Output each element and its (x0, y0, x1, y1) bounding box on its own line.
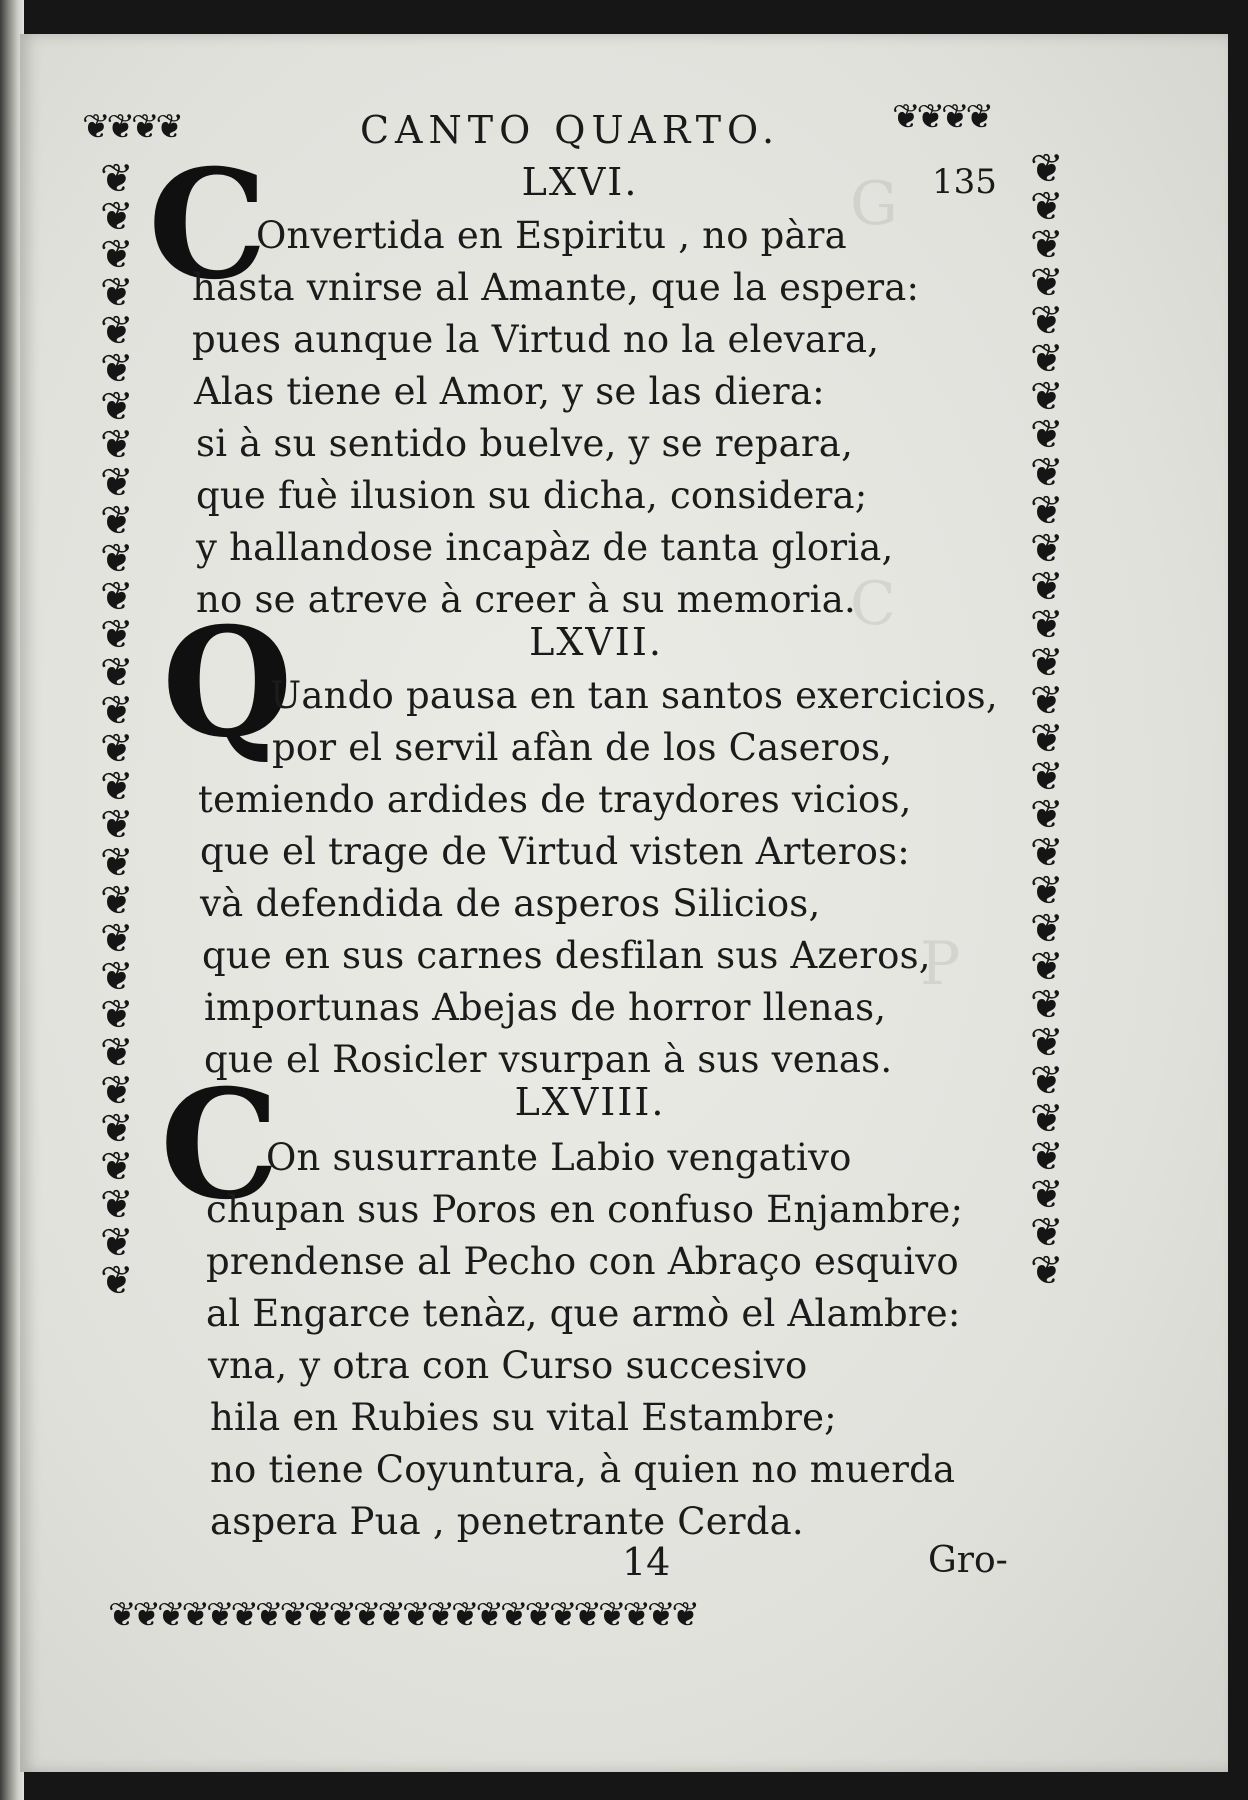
fleuron-icon: ❦ (1030, 488, 1064, 534)
fleuron-icon: ❦ (1030, 1096, 1064, 1142)
verse-line: por el servil afàn de los Caseros, (272, 726, 893, 769)
stanza-number: LXVII. (529, 620, 663, 664)
fleuron-icon: ❦ (155, 107, 184, 147)
fleuron-icon: ❦ (100, 460, 134, 506)
fleuron-icon: ❦ (100, 650, 134, 696)
verse-line: vna, y otra con Curso succesivo (208, 1344, 808, 1387)
show-through-bleed: P (920, 929, 961, 999)
verse-line: pues aunque la Virtud no la elevara, (192, 318, 880, 361)
verse-line: no se atreve à creer à su memoria. (196, 578, 856, 621)
fleuron-icon: ❦ (100, 916, 134, 962)
verse-line: no tiene Coyuntura, à quien no muerda (210, 1448, 956, 1491)
fleuron-icon: ❦ (1030, 678, 1064, 724)
fleuron-icon: ❦ (1030, 222, 1064, 268)
verse-line: que en sus carnes desfilan sus Azeros, (202, 934, 931, 977)
fleuron-icon: ❦ (100, 384, 134, 430)
fleuron-icon: ❦ (573, 1595, 602, 1635)
fleuron-icon: ❦ (100, 1258, 134, 1304)
fleuron-icon: ❦ (1030, 1020, 1064, 1066)
verse-line: temiendo ardides de traydores vicios, (198, 778, 912, 821)
signature-mark: 14 (622, 1540, 671, 1584)
fleuron-icon: ❦ (100, 764, 134, 810)
fleuron-icon: ❦ (1030, 640, 1064, 686)
fleuron-icon: ❦ (1030, 1210, 1064, 1256)
fleuron-icon: ❦ (1030, 982, 1064, 1028)
verse-line: prendense al Pecho con Abraço esquivo (206, 1240, 959, 1283)
fleuron-icon: ❦ (100, 802, 134, 848)
fleuron-icon: ❦ (1030, 184, 1064, 230)
fleuron-icon: ❦ (100, 536, 134, 582)
fleuron-icon: ❦ (181, 1595, 210, 1635)
fleuron-icon: ❦ (1030, 564, 1064, 610)
fleuron-icon: ❦ (328, 1595, 357, 1635)
fleuron-icon: ❦ (82, 107, 111, 147)
fleuron-icon: ❦ (1030, 792, 1064, 838)
fleuron-icon: ❦ (965, 97, 994, 137)
verse-line: On susurrante Labio vengativo (266, 1136, 852, 1179)
fleuron-icon: ❦ (304, 1595, 333, 1635)
fleuron-icon: ❦ (157, 1595, 186, 1635)
fleuron-icon: ❦ (1030, 336, 1064, 382)
fleuron-icon: ❦ (1030, 450, 1064, 496)
fleuron-icon: ❦ (1030, 944, 1064, 990)
fleuron-icon: ❦ (108, 1595, 137, 1635)
fleuron-icon: ❦ (426, 1595, 455, 1635)
fleuron-icon: ❦ (100, 878, 134, 924)
fleuron-icon: ❦ (1030, 1058, 1064, 1104)
verse-line: importunas Abejas de horror llenas, (204, 986, 887, 1029)
fleuron-icon: ❦ (100, 498, 134, 544)
verse-line: hila en Rubies su vital Estambre; (210, 1396, 837, 1439)
fleuron-icon: ❦ (1030, 1134, 1064, 1180)
fleuron-icon: ❦ (100, 1106, 134, 1152)
verse-line: que el trage de Virtud visten Arteros: (200, 830, 910, 873)
fleuron-icon: ❦ (255, 1595, 284, 1635)
fleuron-icon: ❦ (206, 1595, 235, 1635)
running-head: CANTO QUARTO. (359, 108, 781, 152)
fleuron-icon: ❦ (100, 1030, 134, 1076)
fleuron-icon: ❦ (131, 107, 160, 147)
fleuron-icon: ❦ (451, 1595, 480, 1635)
fleuron-icon: ❦ (1030, 146, 1064, 192)
catchword: Gro- (928, 1540, 1008, 1581)
fleuron-icon: ❦ (279, 1595, 308, 1635)
fleuron-icon: ❦ (100, 346, 134, 392)
fleuron-icon: ❦ (100, 232, 134, 278)
show-through-bleed: G (850, 169, 898, 239)
fleuron-icon: ❦ (475, 1595, 504, 1635)
verse-line: aspera Pua , penetrante Cerda. (210, 1500, 804, 1543)
verse-line: Onvertida en Espiritu , no pàra (256, 214, 847, 257)
fleuron-icon: ❦ (1030, 716, 1064, 762)
verse-line: hasta vnirse al Amante, que la espera: (192, 266, 920, 309)
page-number: 135 (932, 162, 997, 202)
fleuron-icon: ❦ (1030, 298, 1064, 344)
fleuron-icon: ❦ (1030, 906, 1064, 952)
fleuron-icon: ❦ (916, 97, 945, 137)
fleuron-icon: ❦ (100, 422, 134, 468)
fleuron-icon: ❦ (892, 97, 921, 137)
drop-cap: C (148, 137, 268, 313)
show-through-bleed: C (850, 569, 896, 639)
stanza-number: LXVI. (521, 160, 639, 204)
fleuron-icon: ❦ (1030, 412, 1064, 458)
fleuron-icon: ❦ (500, 1595, 529, 1635)
verse-line: que el Rosicler vsurpan à sus venas. (204, 1038, 893, 1081)
verse-line: chupan sus Poros en confuso Enjambre; (206, 1188, 964, 1231)
fleuron-icon: ❦ (549, 1595, 578, 1635)
fleuron-icon: ❦ (353, 1595, 382, 1635)
verse-line: y hallandose incapàz de tanta gloria, (196, 526, 894, 569)
fleuron-icon: ❦ (622, 1595, 651, 1635)
fleuron-icon: ❦ (1030, 374, 1064, 420)
fleuron-icon: ❦ (100, 612, 134, 658)
fleuron-icon: ❦ (941, 97, 970, 137)
verse-line: và defendida de asperos Silicios, (200, 882, 821, 925)
fleuron-icon: ❦ (100, 1068, 134, 1114)
fleuron-icon: ❦ (106, 107, 135, 147)
fleuron-icon: ❦ (100, 1182, 134, 1228)
fleuron-icon: ❦ (100, 308, 134, 354)
drop-cap: Q (162, 595, 293, 771)
fleuron-icon: ❦ (100, 194, 134, 240)
fleuron-icon: ❦ (1030, 526, 1064, 572)
verse-line: Uando pausa en tan santos exercicios, (270, 674, 998, 717)
verse-line: Alas tiene el Amor, y se las diera: (194, 370, 825, 413)
fleuron-icon: ❦ (524, 1595, 553, 1635)
fleuron-icon: ❦ (1030, 260, 1064, 306)
verse-line: que fuè ilusion su dicha, considera; (196, 474, 868, 517)
fleuron-icon: ❦ (647, 1595, 676, 1635)
fleuron-icon: ❦ (100, 688, 134, 734)
fleuron-icon: ❦ (100, 574, 134, 620)
fleuron-icon: ❦ (100, 156, 134, 202)
drop-cap: C (160, 1057, 280, 1233)
fleuron-icon: ❦ (100, 1220, 134, 1266)
fleuron-icon: ❦ (100, 992, 134, 1038)
verse-line: al Engarce tenàz, que armò el Alambre: (206, 1292, 961, 1335)
fleuron-icon: ❦ (1030, 1172, 1064, 1218)
fleuron-icon: ❦ (1030, 868, 1064, 914)
fleuron-icon: ❦ (1030, 754, 1064, 800)
fleuron-icon: ❦ (100, 840, 134, 886)
fleuron-icon: ❦ (377, 1595, 406, 1635)
fleuron-icon: ❦ (598, 1595, 627, 1635)
fleuron-icon: ❦ (100, 726, 134, 772)
fleuron-icon: ❦ (671, 1595, 700, 1635)
fleuron-icon: ❦ (1030, 830, 1064, 876)
fleuron-icon: ❦ (100, 1144, 134, 1190)
fleuron-icon: ❦ (230, 1595, 259, 1635)
verse-line: si à su sentido buelve, y se repara, (196, 422, 854, 465)
fleuron-icon: ❦ (402, 1595, 431, 1635)
fleuron-icon: ❦ (1030, 602, 1064, 648)
fleuron-icon: ❦ (100, 954, 134, 1000)
stanza-number: LXVIII. (514, 1080, 666, 1124)
fleuron-icon: ❦ (132, 1595, 161, 1635)
fleuron-icon: ❦ (100, 270, 134, 316)
fleuron-icon: ❦ (1030, 1248, 1064, 1294)
